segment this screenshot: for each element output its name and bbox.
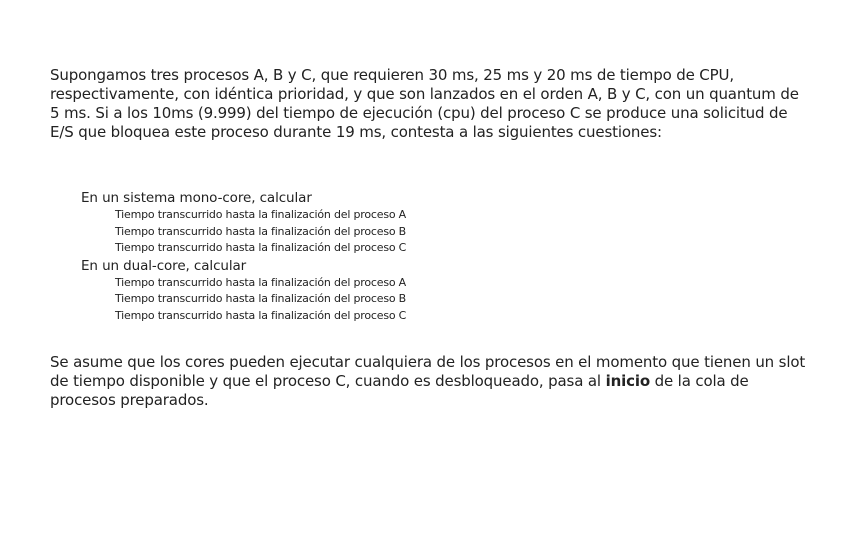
outro-text-before: Se asume que los cores pueden ejecutar cualquiera de los procesos en el momento que tienen un slot de tiempo disponible y que el proceso C, cuando es desbloqueado, pasa al <box>50 353 806 390</box>
sub-item-mono-core-c: Tiempo transcurrido hasta la finalización del proceso C <box>115 241 407 254</box>
group-label-mono-core: En un sistema mono-core, calcular <box>81 190 312 206</box>
sub-item-dual-core-c: Tiempo transcurrido hasta la finalización del proceso C <box>115 308 407 322</box>
question-group-dual-core <box>81 258 781 325</box>
intro-paragraph: Supongamos tres procesos A, B y C, que requieren 30 ms, 25 ms y 20 ms de tiempo de CPU, respectivamente, con idéntica prioridad, y que son lanzados en el orden A, B y C, con un quantum de 5 ms. Si a los 10ms (9.999) del tiempo de ejecución (cpu) del proceso C se produce una solicitud de E/S que bloquea este proceso durante 19 ms, contesta a las siguientes cuestiones: <box>50 66 799 141</box>
sub-item-dual-core-a: Tiempo transcurrido hasta la finalización del proceso A <box>115 275 406 289</box>
question-list <box>81 190 781 324</box>
sub-item-dual-core-b: Tiempo transcurrido hasta la finalización del proceso B <box>115 292 407 305</box>
group-label-dual-core: En un dual-core, calcular <box>81 257 247 274</box>
outro-bold-word: inicio <box>605 372 650 390</box>
outro-text-after: de la cola de procesos preparados. <box>50 372 749 409</box>
question-group-mono-core <box>81 190 781 257</box>
outro-paragraph <box>50 353 810 410</box>
sub-item-mono-core-a: Tiempo transcurrido hasta la finalización del proceso A <box>115 208 406 221</box>
sub-item-mono-core-b: Tiempo transcurrido hasta la finalización del proceso B <box>115 224 407 238</box>
